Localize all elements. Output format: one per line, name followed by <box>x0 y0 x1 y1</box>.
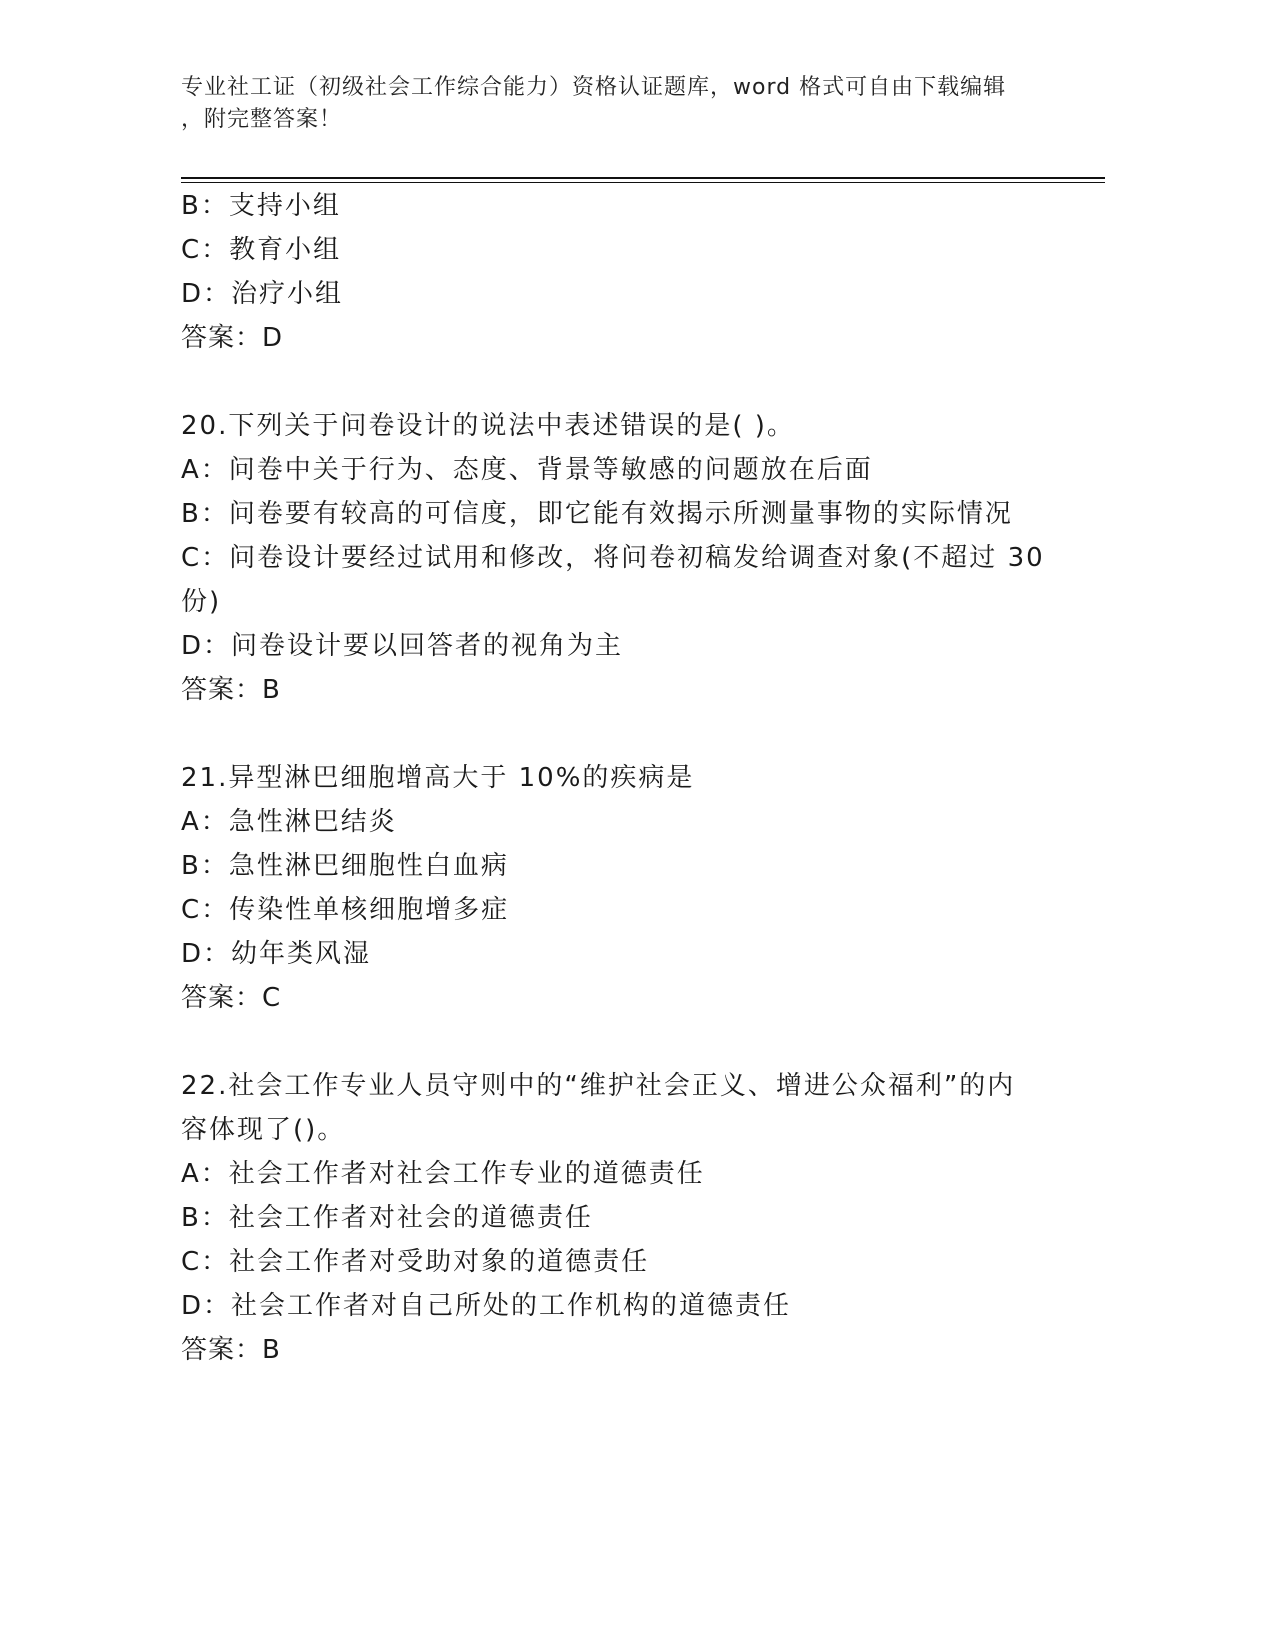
document-header <box>181 72 1061 136</box>
question-20-block <box>181 404 1081 712</box>
q22-stem-line-2: 容体现了()。 <box>181 1115 346 1145</box>
q19-option-b: B：支持小组 <box>181 191 341 221</box>
q22-option-b: B：社会工作者对社会的道德责任 <box>181 1203 593 1233</box>
question-22-block <box>181 1064 1081 1372</box>
q20-option-c: C：问卷设计要经过试用和修改，将问卷初稿发给调查对象(不超过 30 <box>181 543 1045 573</box>
question-19-block <box>181 184 1081 360</box>
header-line-2: ，附完整答案！ <box>181 107 343 132</box>
q22-answer: 答案：B <box>181 1335 281 1365</box>
q22-option-d: D：社会工作者对自己所处的工作机构的道德责任 <box>181 1291 792 1321</box>
q21-stem: 21.异型淋巴细胞增高大于 10%的疾病是 <box>181 763 695 793</box>
q21-option-a: A：急性淋巴结炎 <box>181 807 397 837</box>
q19-answer: 答案：D <box>181 323 284 353</box>
q20-answer: 答案：B <box>181 675 281 705</box>
header-divider-thin <box>181 182 1105 183</box>
question-content <box>181 184 1081 1416</box>
q19-option-c: C：教育小组 <box>181 235 342 265</box>
q20-stem: 20.下列关于问卷设计的说法中表述错误的是( )。 <box>181 411 795 441</box>
q22-option-c: C：社会工作者对受助对象的道德责任 <box>181 1247 650 1277</box>
q21-option-d: D：幼年类风湿 <box>181 939 372 969</box>
q22-option-a: A：社会工作者对社会工作专业的道德责任 <box>181 1159 705 1189</box>
q21-option-b: B：急性淋巴细胞性白血病 <box>181 851 509 881</box>
q22-stem-line-1: 22.社会工作专业人员守则中的“维护社会正义、增进公众福利”的内 <box>181 1071 1016 1101</box>
q19-option-d: D：治疗小组 <box>181 279 344 309</box>
header-divider-thick <box>181 177 1105 179</box>
header-line-1: 专业社工证（初级社会工作综合能力）资格认证题库，word 格式可自由下载编辑 <box>181 75 1007 100</box>
q21-answer: 答案：C <box>181 983 282 1013</box>
q20-option-c-continued: 份) <box>181 587 222 617</box>
q20-option-a: A：问卷中关于行为、态度、背景等敏感的问题放在后面 <box>181 455 873 485</box>
q21-option-c: C：传染性单核细胞增多症 <box>181 895 510 925</box>
q20-option-b: B：问卷要有较高的可信度，即它能有效揭示所测量事物的实际情况 <box>181 499 1013 529</box>
question-21-block <box>181 756 1081 1020</box>
q20-option-d: D：问卷设计要以回答者的视角为主 <box>181 631 624 661</box>
